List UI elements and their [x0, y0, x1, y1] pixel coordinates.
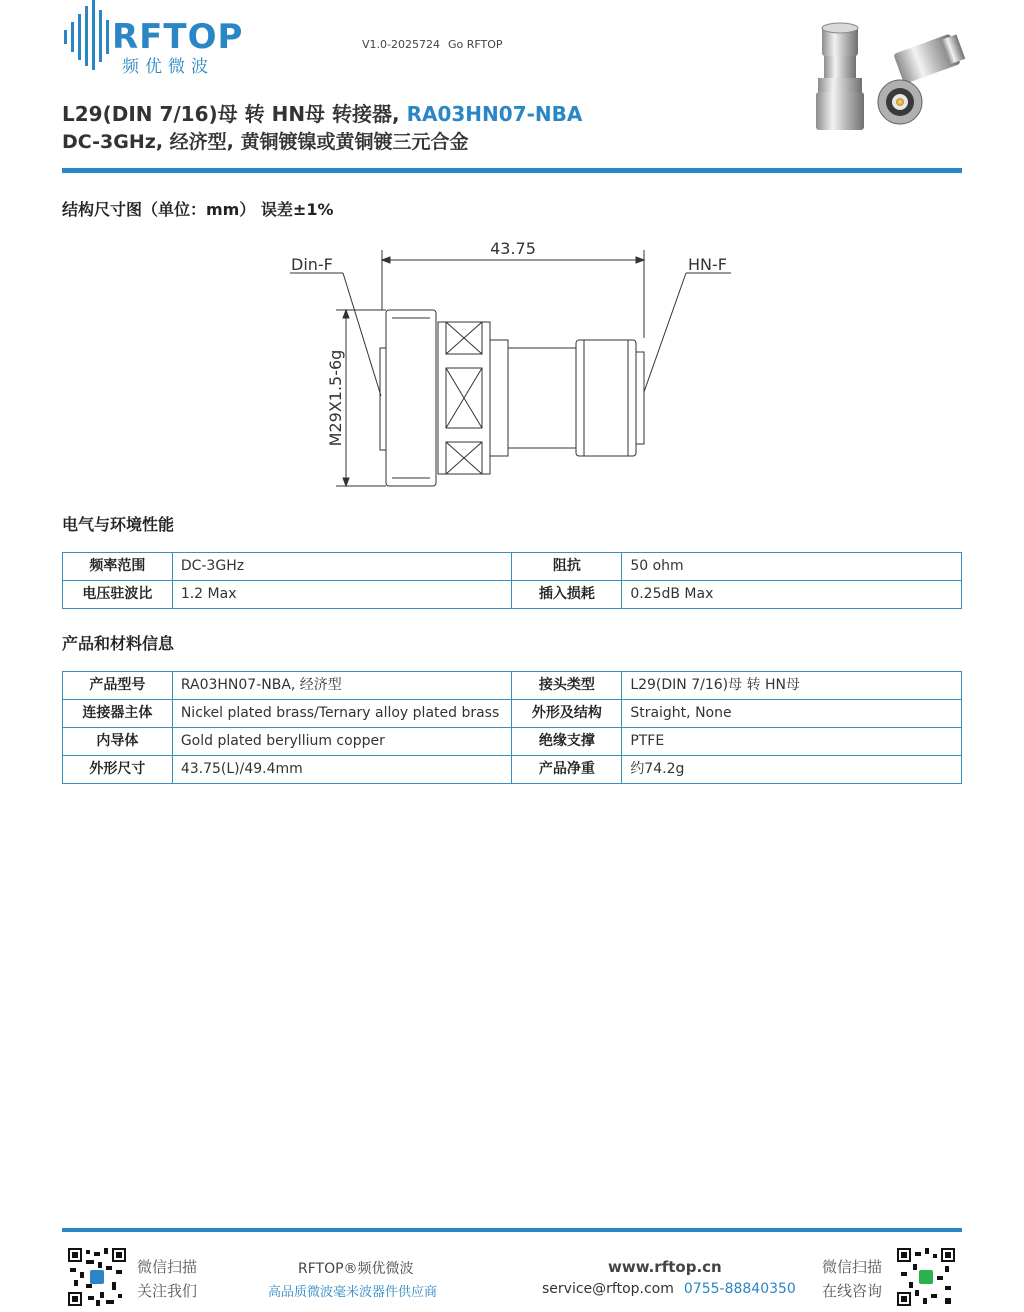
thread-spec: M29X1.5-6g	[326, 349, 345, 447]
table-row	[63, 700, 962, 728]
version-line	[362, 38, 511, 51]
footer-email-link[interactable]: service@rftop.com	[542, 1281, 674, 1297]
version-number: V1.0-2025724	[362, 38, 440, 51]
product-table	[62, 671, 962, 784]
cell-key: 内导体	[63, 728, 173, 756]
footer-website-link[interactable]: www.rftop.cn	[608, 1258, 722, 1276]
cell-key: 接头类型	[512, 672, 622, 700]
footer-consult-label: 在线咨询	[822, 1282, 883, 1300]
footer-slogan: 高品质微波毫米波器件供应商	[268, 1285, 438, 1300]
cell-value: 0.25dB Max	[622, 581, 962, 609]
cell-key: 外形尺寸	[63, 756, 173, 784]
table-row	[63, 672, 962, 700]
cell-value: 1.2 Max	[172, 581, 512, 609]
header-divider	[62, 168, 962, 173]
product-photo	[808, 18, 968, 138]
footer-follow-label: 关注我们	[137, 1282, 198, 1300]
cell-key: 阻抗	[512, 553, 622, 581]
cell-key: 连接器主体	[63, 700, 173, 728]
cell-value: Gold plated beryllium copper	[172, 728, 512, 756]
cell-value: PTFE	[622, 728, 962, 756]
label-left-connector: Din-F	[291, 255, 333, 274]
brand-name-cn: 频优微波	[122, 57, 214, 77]
dimension-length: 43.75	[490, 239, 536, 258]
cell-key: 电压驻波比	[63, 581, 173, 609]
label-right-connector: HN-F	[688, 255, 727, 274]
cell-value: Nickel plated brass/Ternary alloy plated brass	[172, 700, 512, 728]
cell-value: 43.75(L)/49.4mm	[172, 756, 512, 784]
page-subtitle: DC-3GHz, 经济型, 黄铜镀镍或黄铜镀三元合金	[62, 131, 469, 153]
brand-name: RFTOP	[112, 17, 244, 57]
footer-contact	[542, 1281, 796, 1297]
footer-wechat-scan-label: 微信扫描	[137, 1258, 198, 1276]
footer-brand: RFTOP®频优微波	[298, 1261, 414, 1277]
section-heading-product: 产品和材料信息	[62, 634, 175, 653]
dimension-drawing	[280, 235, 760, 500]
title-model: RA03HN07-NBA	[406, 102, 583, 126]
cell-value: 50 ohm	[622, 553, 962, 581]
cell-value: L29(DIN 7/16)母 转 HN母	[622, 672, 962, 700]
cell-key: 产品型号	[63, 672, 173, 700]
qr-code-icon[interactable]	[68, 1248, 126, 1306]
table-row	[63, 728, 962, 756]
section-heading-dimensions: 结构尺寸图（单位：mm） 误差±1%	[62, 200, 334, 219]
page-title	[62, 98, 582, 127]
cell-key: 外形及结构	[512, 700, 622, 728]
cell-value: DC-3GHz	[172, 553, 512, 581]
table-row	[63, 756, 962, 784]
footer-phone: 0755-88840350	[683, 1281, 796, 1297]
qr-code-icon[interactable]	[897, 1248, 955, 1306]
table-row	[63, 581, 962, 609]
title-main: L29(DIN 7/16)母 转 HN母 转接器,	[62, 102, 407, 126]
table-row	[63, 553, 962, 581]
cell-key: 插入损耗	[512, 581, 622, 609]
version-tag: Go RFTOP	[447, 38, 503, 51]
cell-key: 绝缘支撑	[512, 728, 622, 756]
electrical-table	[62, 552, 962, 609]
footer-wechat-scan-label-2: 微信扫描	[822, 1258, 883, 1276]
cell-key: 频率范围	[63, 553, 173, 581]
section-heading-electrical: 电气与环境性能	[62, 515, 175, 534]
cell-value: Straight, None	[622, 700, 962, 728]
cell-value: 约74.2g	[622, 756, 962, 784]
footer-divider	[62, 1228, 962, 1232]
cell-value: RA03HN07-NBA, 经济型	[172, 672, 512, 700]
cell-key: 产品净重	[512, 756, 622, 784]
